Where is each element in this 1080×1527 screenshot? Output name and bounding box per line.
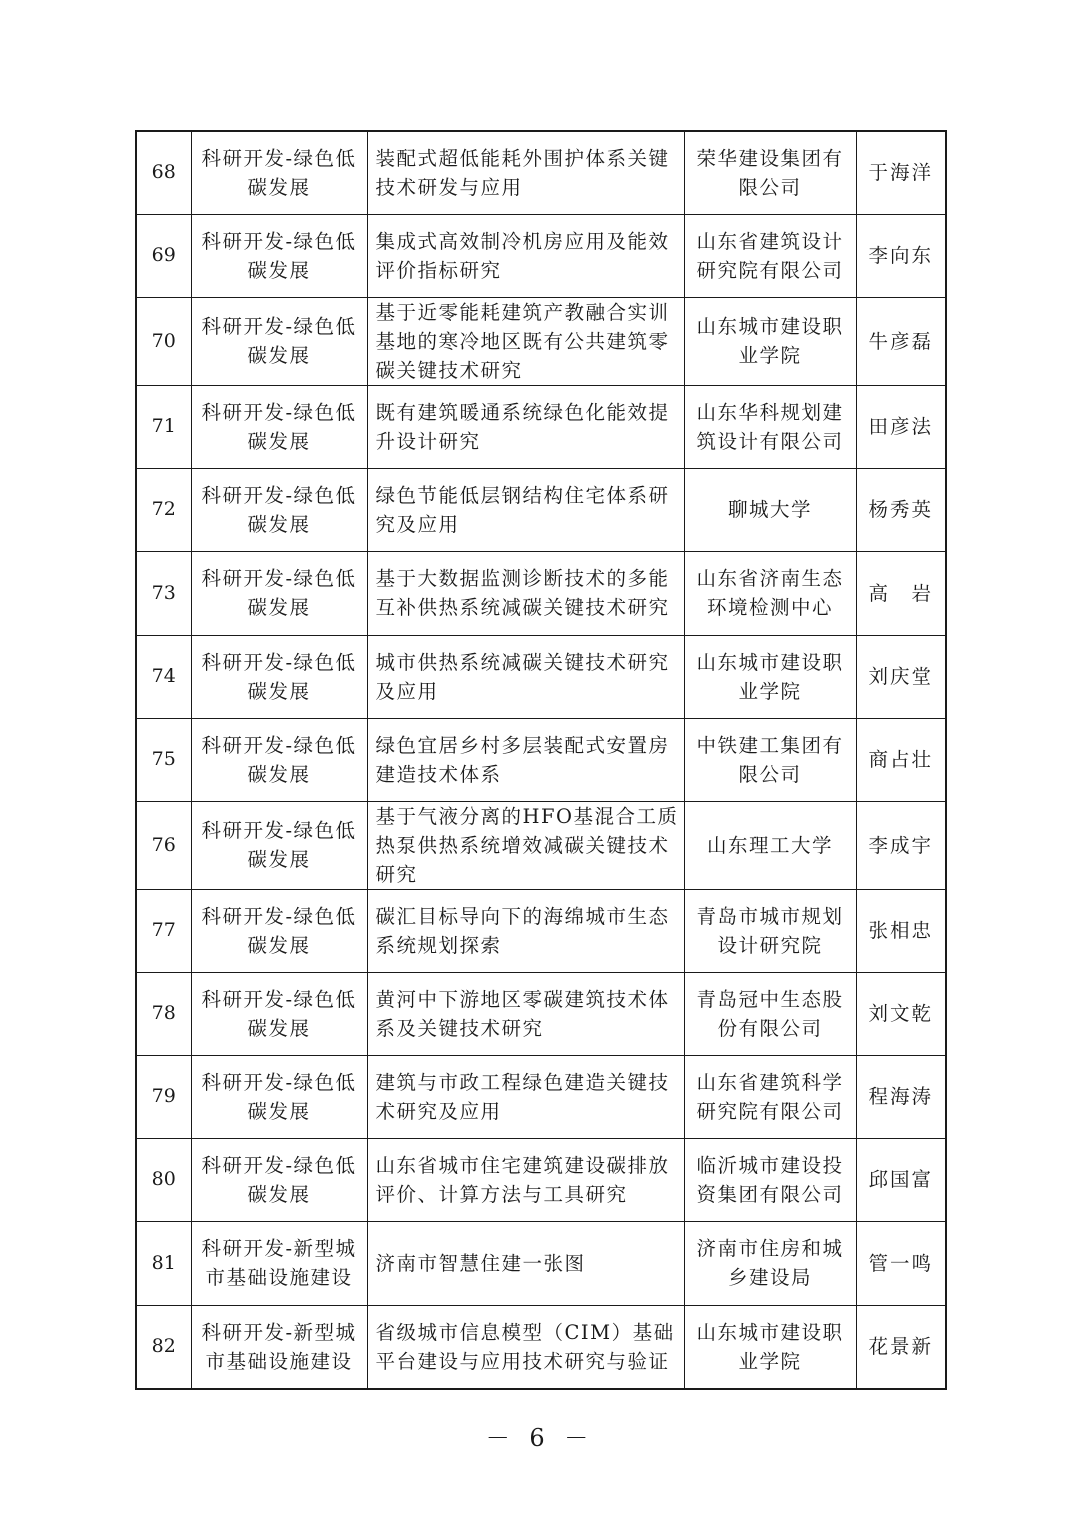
organization-cell: 临沂城市建设投资集团有限公司 — [684, 1138, 856, 1221]
category-cell: 科研开发-新型城市基础设施建设 — [191, 1305, 367, 1389]
row-number-cell: 70 — [136, 297, 191, 385]
person-name-cell: 刘文乾 — [856, 972, 946, 1055]
project-name-cell: 山东省城市住宅建筑建设碳排放评价、计算方法与工具研究 — [367, 1138, 684, 1221]
table-row — [136, 889, 946, 972]
project-name-cell: 基于气液分离的HFO基混合工质热泵供热系统增效减碳关键技术研究 — [367, 801, 684, 889]
row-number-cell: 72 — [136, 468, 191, 551]
project-name-cell: 既有建筑暖通系统绿色化能效提升设计研究 — [367, 385, 684, 468]
project-name-cell: 集成式高效制冷机房应用及能效评价指标研究 — [367, 214, 684, 297]
category-cell: 科研开发-新型城市基础设施建设 — [191, 1221, 367, 1305]
person-name-cell: 杨秀英 — [856, 468, 946, 551]
row-number-cell: 82 — [136, 1305, 191, 1389]
category-cell: 科研开发-绿色低碳发展 — [191, 801, 367, 889]
project-table — [135, 130, 947, 1390]
table-row — [136, 297, 946, 385]
organization-cell: 山东城市建设职业学院 — [684, 635, 856, 718]
table-row — [136, 551, 946, 635]
person-name-cell: 于海洋 — [856, 131, 946, 214]
category-cell: 科研开发-绿色低碳发展 — [191, 1055, 367, 1138]
table-row — [136, 1221, 946, 1305]
project-name-cell: 绿色节能低层钢结构住宅体系研究及应用 — [367, 468, 684, 551]
row-number-cell: 78 — [136, 972, 191, 1055]
table-row — [136, 718, 946, 801]
project-name-cell: 省级城市信息模型（CIM）基础平台建设与应用技术研究与验证 — [367, 1305, 684, 1389]
project-name-cell: 绿色宜居乡村多层装配式安置房建造技术体系 — [367, 718, 684, 801]
row-number-cell: 69 — [136, 214, 191, 297]
row-number-cell: 71 — [136, 385, 191, 468]
page-number: － 6 － — [485, 1424, 595, 1452]
project-name-cell: 建筑与市政工程绿色建造关键技术研究及应用 — [367, 1055, 684, 1138]
category-cell: 科研开发-绿色低碳发展 — [191, 1138, 367, 1221]
table-row — [136, 972, 946, 1055]
person-name-cell: 田彦法 — [856, 385, 946, 468]
person-name-cell: 管一鸣 — [856, 1221, 946, 1305]
category-cell: 科研开发-绿色低碳发展 — [191, 635, 367, 718]
organization-cell: 济南市住房和城乡建设局 — [684, 1221, 856, 1305]
category-cell: 科研开发-绿色低碳发展 — [191, 889, 367, 972]
row-number-cell: 68 — [136, 131, 191, 214]
project-name-cell: 基于大数据监测诊断技术的多能互补供热系统减碳关键技术研究 — [367, 551, 684, 635]
row-number-cell: 73 — [136, 551, 191, 635]
category-cell: 科研开发-绿色低碳发展 — [191, 297, 367, 385]
table-row — [136, 468, 946, 551]
row-number-cell: 77 — [136, 889, 191, 972]
organization-cell: 荣华建设集团有限公司 — [684, 131, 856, 214]
organization-cell: 山东省建筑科学研究院有限公司 — [684, 1055, 856, 1138]
project-name-cell: 济南市智慧住建一张图 — [367, 1221, 684, 1305]
organization-cell: 山东城市建设职业学院 — [684, 1305, 856, 1389]
person-name-cell: 花景新 — [856, 1305, 946, 1389]
project-name-cell: 城市供热系统减碳关键技术研究及应用 — [367, 635, 684, 718]
person-name-cell: 李向东 — [856, 214, 946, 297]
organization-cell: 山东华科规划建筑设计有限公司 — [684, 385, 856, 468]
row-number-cell: 79 — [136, 1055, 191, 1138]
row-number-cell: 81 — [136, 1221, 191, 1305]
project-name-cell: 黄河中下游地区零碳建筑技术体系及关键技术研究 — [367, 972, 684, 1055]
project-name-cell: 基于近零能耗建筑产教融合实训基地的寒冷地区既有公共建筑零碳关键技术研究 — [367, 297, 684, 385]
person-name-cell: 邱国富 — [856, 1138, 946, 1221]
category-cell: 科研开发-绿色低碳发展 — [191, 718, 367, 801]
category-cell: 科研开发-绿色低碳发展 — [191, 385, 367, 468]
row-number-cell: 80 — [136, 1138, 191, 1221]
table-row — [136, 801, 946, 889]
organization-cell: 山东城市建设职业学院 — [684, 297, 856, 385]
category-cell: 科研开发-绿色低碳发展 — [191, 131, 367, 214]
organization-cell: 青岛市城市规划设计研究院 — [684, 889, 856, 972]
person-name-cell: 牛彦磊 — [856, 297, 946, 385]
category-cell: 科研开发-绿色低碳发展 — [191, 972, 367, 1055]
table-row — [136, 1055, 946, 1138]
row-number-cell: 75 — [136, 718, 191, 801]
person-name-cell: 李成宇 — [856, 801, 946, 889]
row-number-cell: 74 — [136, 635, 191, 718]
row-number-cell: 76 — [136, 801, 191, 889]
person-name-cell: 程海涛 — [856, 1055, 946, 1138]
table-row — [136, 385, 946, 468]
project-name-cell: 装配式超低能耗外围护体系关键技术研发与应用 — [367, 131, 684, 214]
table-row — [136, 1138, 946, 1221]
table-row — [136, 131, 946, 214]
person-name-cell: 高 岩 — [856, 551, 946, 635]
table-row — [136, 1305, 946, 1389]
person-name-cell: 刘庆堂 — [856, 635, 946, 718]
organization-cell: 山东省济南生态环境检测中心 — [684, 551, 856, 635]
organization-cell: 中铁建工集团有限公司 — [684, 718, 856, 801]
person-name-cell: 张相忠 — [856, 889, 946, 972]
table-row — [136, 214, 946, 297]
organization-cell: 青岛冠中生态股份有限公司 — [684, 972, 856, 1055]
table-body — [136, 131, 946, 1389]
organization-cell: 山东理工大学 — [684, 801, 856, 889]
category-cell: 科研开发-绿色低碳发展 — [191, 468, 367, 551]
organization-cell: 山东省建筑设计研究院有限公司 — [684, 214, 856, 297]
organization-cell: 聊城大学 — [684, 468, 856, 551]
category-cell: 科研开发-绿色低碳发展 — [191, 551, 367, 635]
person-name-cell: 商占壮 — [856, 718, 946, 801]
category-cell: 科研开发-绿色低碳发展 — [191, 214, 367, 297]
table-row — [136, 635, 946, 718]
project-name-cell: 碳汇目标导向下的海绵城市生态系统规划探索 — [367, 889, 684, 972]
